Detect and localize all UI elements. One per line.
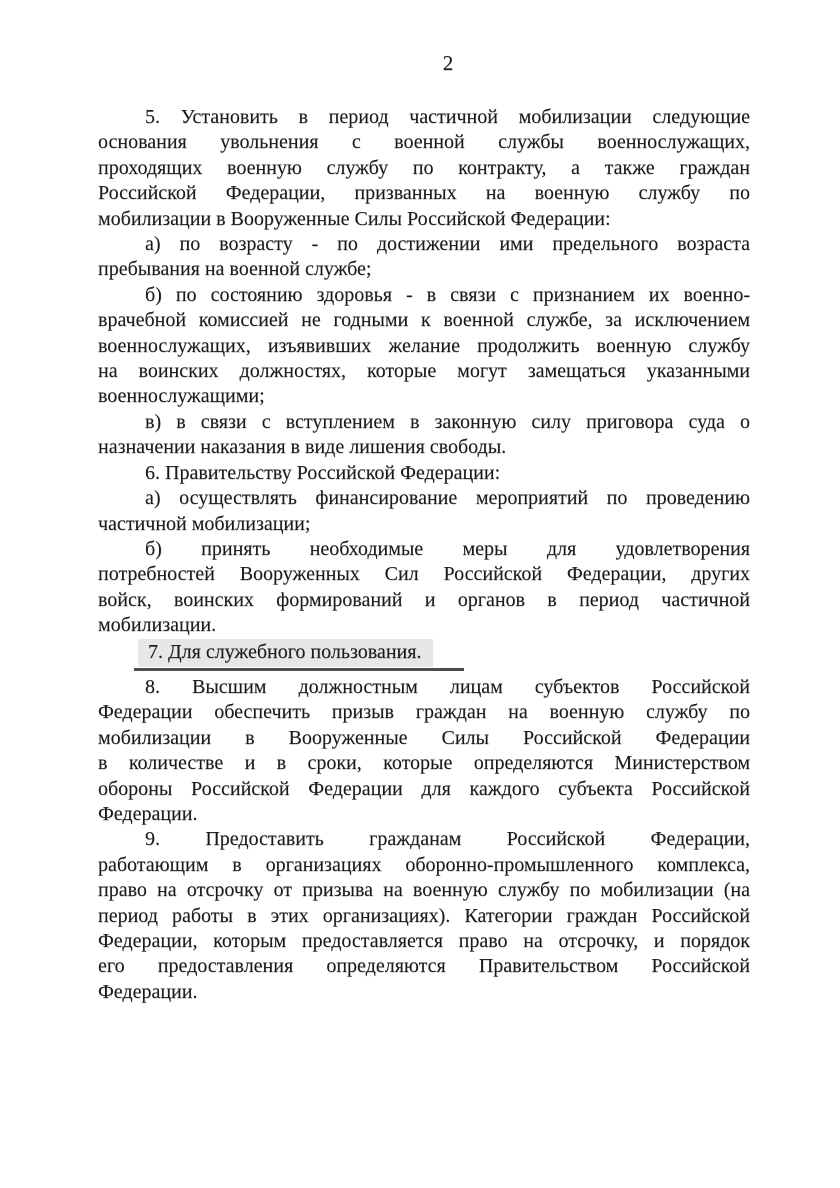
text-line: Российской Федерации, призванных на военную службу по (98, 182, 750, 205)
subparagraph-6b (98, 537, 750, 639)
text-line: Федерации. (98, 802, 198, 825)
text-line: проходящих военную службу по контракту, а также граждан (98, 156, 750, 179)
subparagraph-5v (98, 410, 750, 461)
text-line: обороны Российской Федерации для каждого субъекта Российской (98, 777, 750, 800)
text-line: потребностей Вооруженных Сил Российской Федерации, других (98, 563, 750, 586)
text-line: врачебной комиссией не годными к военной службе, за исключением (98, 309, 750, 332)
text-line: его предоставления определяются Правительством Российской (98, 955, 750, 978)
text-line: Федерации, которым предоставляется право на отсрочку, и порядок (98, 930, 750, 952)
text-line: Федерации. (98, 980, 198, 1003)
text-line: основания увольнения с военной службы военнослужащих, (98, 131, 750, 154)
text-line: б) принять необходимые меры для удовлетворения (145, 537, 750, 560)
text-line: в) в связи с вступлением в законную силу приговора суда о (145, 410, 750, 433)
text-line: а) по возрасту - по достижении ими предельного возраста (145, 233, 750, 256)
subparagraph-5b (98, 283, 750, 410)
text-line: 5. Установить в период частичной мобилизации следующие (145, 106, 750, 128)
text-line: военнослужащими; (98, 385, 265, 408)
page-number: 2 (442, 51, 454, 75)
paragraph-5 (98, 105, 750, 232)
text-line: 9. Предоставить гражданам Российской Федерации, (145, 828, 750, 851)
text-line (134, 639, 750, 667)
subparagraph-5a (98, 232, 750, 283)
paragraph-7-restricted (98, 639, 750, 671)
document-body (98, 105, 750, 1005)
text-line: Федерации обеспечить призыв граждан на военную службу по (98, 701, 750, 724)
highlight-underline (134, 668, 464, 671)
text-line: б) по состоянию здоровья - в связи с признанием их военно- (145, 283, 750, 306)
paragraph-6 (98, 461, 750, 486)
text-line: назначении наказания в виде лишения свободы. (98, 436, 507, 459)
text-line: на воинских должностях, которые могут замещаться указанными (98, 360, 750, 383)
paragraph-9 (98, 827, 750, 1005)
text-line: пребывания на военной службе; (98, 258, 372, 281)
text-line: мобилизации в Вооруженные Силы Российской Федерации: (98, 207, 611, 230)
text-line: период работы в этих организациях). Категории граждан Российской (98, 904, 750, 927)
text-line: мобилизации в Вооруженные Силы Российской Федерации (98, 726, 750, 749)
text-line: мобилизации. (98, 614, 217, 637)
text-line: право на отсрочку от призыва на военную службу по мобилизации (на (98, 879, 750, 902)
text-line: войск, воинских формирований и органов в период частичной (98, 588, 750, 611)
text-line: а) осуществлять финансирование мероприятий по проведению (145, 487, 750, 510)
text-line: военнослужащих, изъявивших желание продолжить военную службу (98, 334, 750, 357)
text-line: в количестве и в сроки, которые определяются Министерством (98, 752, 750, 775)
text-line: частичной мобилизации; (98, 512, 311, 535)
text-line: 8. Высшим должностным лицам субъектов Российской (145, 675, 750, 698)
paragraph-8 (98, 675, 750, 827)
text-line: 6. Правительству Российской Федерации: (145, 461, 501, 484)
text-line: работающим в организациях оборонно-промышленного комплекса, (98, 853, 750, 876)
highlighted-text: 7. Для служебного пользования. (138, 639, 433, 667)
subparagraph-6a (98, 486, 750, 537)
